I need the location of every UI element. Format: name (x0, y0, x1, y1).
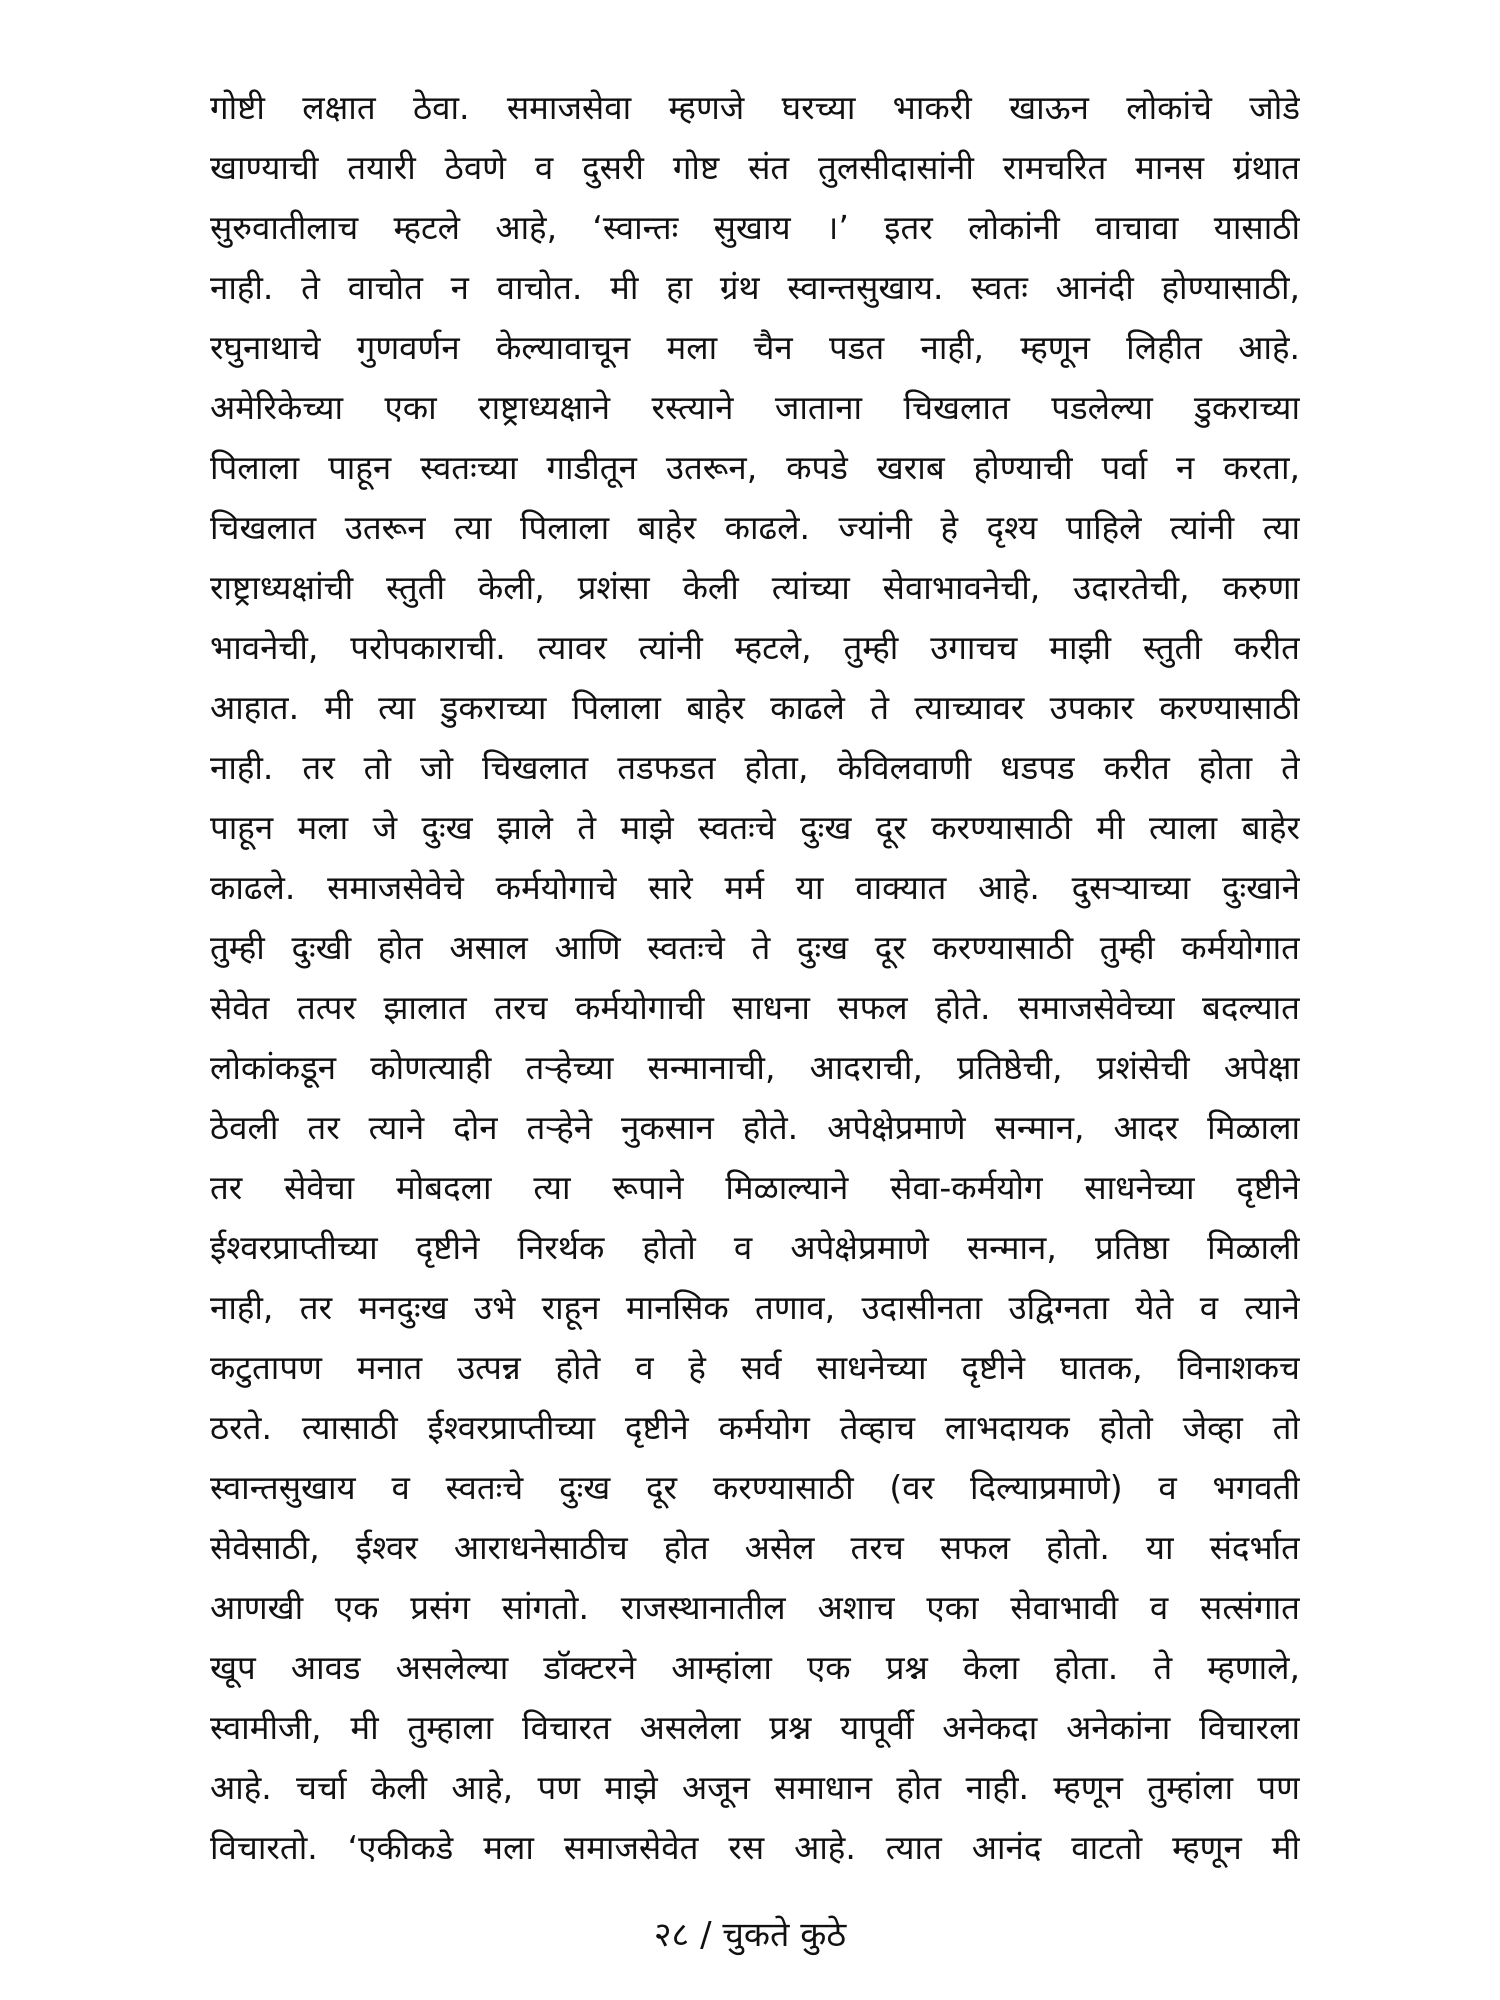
footer-separator: / (700, 1915, 712, 1955)
text-line: ठरते. त्यासाठी ईश्वरप्राप्तीच्या दृष्टीने कर्मयोग तेव्हाच लाभदायक होतो जेव्हा तो (210, 1408, 1300, 1447)
text-line: लोकांकडून कोणत्याही तऱ्हेच्या सन्मानाची, आदराची, प्रतिष्ठेची, प्रशंसेची अपेक्षा (210, 1048, 1300, 1087)
text-line: अमेरिकेच्या एका राष्ट्राध्यक्षाने रस्त्याने जाताना चिखलात पडलेल्या डुकराच्या (210, 388, 1300, 427)
text-line: सुरुवातीलाच म्हटले आहे, ‘स्वान्तः सुखाय ।’ इतर लोकांनी वाचावा यासाठी (210, 208, 1300, 247)
text-line: सेवेत तत्पर झालात तरच कर्मयोगाची साधना सफल होते. समाजसेवेच्या बदल्यात (210, 988, 1300, 1027)
body-text (210, 78, 1300, 1878)
text-line: तुम्ही दुःखी होत असाल आणि स्वतःचे ते दुःख दूर करण्यासाठी तुम्ही कर्मयोगात (210, 928, 1300, 967)
text-line: खाण्याची तयारी ठेवणे व दुसरी गोष्ट संत तुलसीदासांनी रामचरित मानस ग्रंथात (210, 148, 1300, 187)
text-line: सेवेसाठी, ईश्वर आराधनेसाठीच होत असेल तरच सफल होतो. या संदर्भात (210, 1528, 1300, 1567)
text-line: काढले. समाजसेवेचे कर्मयोगाचे सारे मर्म या वाक्यात आहे. दुसऱ्याच्या दुःखाने (210, 868, 1300, 907)
page-number: २८ (653, 1915, 690, 1955)
book-title: चुकते कुठे (722, 1915, 847, 1955)
text-line: रघुनाथाचे गुणवर्णन केल्यावाचून मला चैन पडत नाही, म्हणून लिहीत आहे. (210, 328, 1300, 367)
text-line: भावनेची, परोपकाराची. त्यावर त्यांनी म्हटले, तुम्ही उगाचच माझी स्तुती करीत (210, 628, 1300, 667)
page-footer (0, 1910, 1500, 1956)
text-line: स्वान्तसुखाय व स्वतःचे दुःख दूर करण्यासाठी (वर दिल्याप्रमाणे) व भगवती (210, 1468, 1300, 1507)
text-line: आणखी एक प्रसंग सांगतो. राजस्थानातील अशाच एका सेवाभावी व सत्संगात (210, 1588, 1300, 1627)
text-line: कटुतापण मनात उत्पन्न होते व हे सर्व साधनेच्या दृष्टीने घातक, विनाशकच (210, 1348, 1300, 1387)
text-line: पाहून मला जे दुःख झाले ते माझे स्वतःचे दुःख दूर करण्यासाठी मी त्याला बाहेर (210, 808, 1300, 847)
text-line: आहे. चर्चा केली आहे, पण माझे अजून समाधान होत नाही. म्हणून तुम्हांला पण (210, 1768, 1300, 1807)
text-line: ठेवली तर त्याने दोन तऱ्हेने नुकसान होते. अपेक्षेप्रमाणे सन्मान, आदर मिळाला (210, 1108, 1300, 1147)
text-line: नाही. तर तो जो चिखलात तडफडत होता, केविलवाणी धडपड करीत होता ते (210, 748, 1300, 787)
text-line: राष्ट्राध्यक्षांची स्तुती केली, प्रशंसा केली त्यांच्या सेवाभावनेची, उदारतेची, करुणा (210, 568, 1300, 607)
text-line: आहात. मी त्या डुकराच्या पिलाला बाहेर काढले ते त्याच्यावर उपकार करण्यासाठी (210, 688, 1300, 727)
text-line: नाही. ते वाचोत न वाचोत. मी हा ग्रंथ स्वान्तसुखाय. स्वतः आनंदी होण्यासाठी, (210, 268, 1300, 307)
text-line: विचारतो. ‘एकीकडे मला समाजसेवेत रस आहे. त्यात आनंद वाटतो म्हणून मी (210, 1828, 1300, 1867)
text-line: तर सेवेचा मोबदला त्या रूपाने मिळाल्याने सेवा-कर्मयोग साधनेच्या दृष्टीने (210, 1168, 1300, 1207)
text-line: ईश्वरप्राप्तीच्या दृष्टीने निरर्थक होतो व अपेक्षेप्रमाणे सन्मान, प्रतिष्ठा मिळाली (210, 1228, 1300, 1267)
text-line: नाही, तर मनदुःख उभे राहून मानसिक तणाव, उदासीनता उद्विग्नता येते व त्याने (210, 1288, 1300, 1327)
text-line: पिलाला पाहून स्वतःच्या गाडीतून उतरून, कपडे खराब होण्याची पर्वा न करता, (210, 448, 1300, 487)
text-line: स्वामीजी, मी तुम्हाला विचारत असलेला प्रश्न यापूर्वी अनेकदा अनेकांना विचारला (210, 1708, 1300, 1747)
text-line: गोष्टी लक्षात ठेवा. समाजसेवा म्हणजे घरच्या भाकरी खाऊन लोकांचे जोडे (210, 88, 1300, 127)
text-line: खूप आवड असलेल्या डॉक्टरने आम्हांला एक प्रश्न केला होता. ते म्हणाले, (210, 1648, 1300, 1687)
text-line: चिखलात उतरून त्या पिलाला बाहेर काढले. ज्यांनी हे दृश्य पाहिले त्यांनी त्या (210, 508, 1300, 547)
